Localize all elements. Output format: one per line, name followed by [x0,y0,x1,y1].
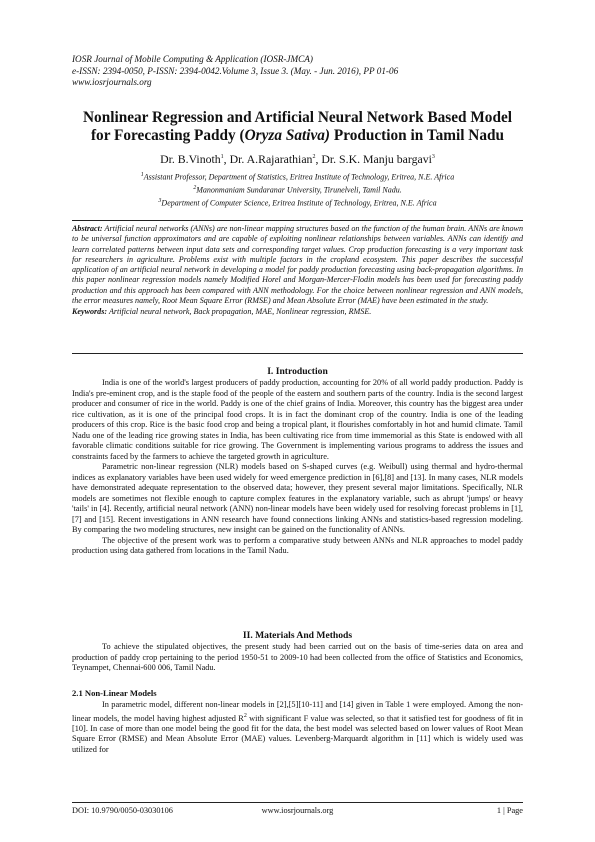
footer-page: 1 | Page [496,806,523,815]
page-footer [72,802,523,815]
abstract-label: Abstract: [72,224,103,233]
intro-paragraph-2: Parametric non-linear regression (NLR) models based on S-shaped curves (e.g. Weibull) using thermal and hydro-thermal indices as explanatory variables have been used widely for weed emergence prediction in [6],[8] and [13]. In many cases, NLR models have demonstrated adequate representation to the observed data; however, they present several major limitations. Specifically, NLR models are sometimes not flexible enough to capture complex features in the explanatory variable, such as abrupt 'jumps' or heavy 'tails' in [4]. Recently, artificial neural network (ANN) non-linear models have been widely used for resolving forecast problems in [1],[7] and [15]. Recent investigations in ANN research have found connections linking ANNs and statistics-based regression modeling. By comparing the two modeling structures, new insight can be gained on the functionality of ANNs. [72,462,523,534]
abstract-text: Artificial neural networks (ANNs) are non-linear mapping structures based on the function of the human brain. ANNs are known to be universal function approximators and are capable of exploiting nonlinear relationships between variables. ANNs can identify and learn correlated patterns between input data sets and corresponding target values. Crop production forecasting is a very important task for researchers in agriculture. Problems exist with multiple factors in the cropland ecosystem. This paper describes the successful application of an artificial neural network in developing a model for paddy production forecasting using back-propagation algorithms. In this paper nonlinear regression models namely Modified Horel and Morgan-Mercer-Flodin models has been used for forecasting paddy production and this approach has been compared with ANN methodology. For the choice between nonlinear regression and ANN models, the error measures namely, Root Mean Square Error (RMSE) and Mean Absolute Error (MAE) have been estimated in the study. [72,224,523,306]
intro-paragraph-3: The objective of the present work was to perform a comparative study between ANNs and NLR approaches to model paddy production using data gathered from locations in the Tamil Nadu. [72,535,523,555]
methods-body [72,642,523,674]
affiliation-2-text: Manonmaniam Sundaranar University, Tirunelveli, Tamil Nadu. [196,185,402,195]
paper-title [72,109,523,145]
affiliation-1-text: Assistant Professor, Department of Statistics, Eritrea Institute of Technology, Eritrea, N.E. Africa [143,172,455,182]
subsection-heading: 2.1 Non-Linear Models [72,688,157,698]
title-line-2-pre: for Forecasting Paddy ( [90,127,245,144]
abstract-paragraph [72,224,523,306]
methods-paragraph-2-a: In parametric model, different non-linear models in [2],[5][10-11] and [14] given in Table 1 were employed. Among the non-linear models, the model having highest adjusted R [72,700,523,723]
author-1-sup: 1 [220,154,224,161]
abstract-box [72,220,523,354]
footer-doi: DOI: 10.9790/0050-03030106 [72,806,173,815]
keywords-label: Keywords: [72,307,108,317]
title-line-2-italic: Oryza Sativa) [244,127,331,144]
methods-paragraph-2 [72,700,523,755]
journal-issn: e-ISSN: 2394-0050, P-ISSN: 2394-0042.Volume 3, Issue 3. (May. - Jun. 2016), PP 01-06 [72,65,399,76]
affiliation-2 [72,183,523,196]
authors [72,152,523,167]
methods-paragraph-1: To achieve the stipulated objectives, the present study had been carried out on the basis of time-series data on area and production of paddy crop pertaining to the period 1950-51 to 2009-10 had been collected from the office of Statistics and Economics, Teynampet, Chennai-600 006, Tamil Nadu. [72,642,523,672]
intro-body [72,378,523,557]
keywords-paragraph [72,307,523,317]
affiliation-2-sup: 2 [193,184,197,191]
affiliation-3-sup: 3 [158,197,162,204]
keywords-text: Artificial neural network, Back propagation, MAE, Nonlinear regression, RMSE. [107,307,372,317]
title-line-2 [72,127,523,145]
author-1: Dr. B.Vinoth [160,152,221,166]
journal-website: www.iosrjournals.org [72,77,152,88]
affiliation-1 [72,170,523,183]
intro-paragraph-1: India is one of the world's largest producers of paddy production, accounting for 20% of all world paddy production. Paddy is India's pre-eminent crop, and is the staple food of the people of the eastern and southern parts of the country. India is the second largest producer and consumer of rice in the world. Paddy is one of the chief grains of India. Moreover, this country has the biggest area under rice cultivation, as it is one of the principal food crops. It is in fact the dominant crop of the country. India is one of the leading producers of this crop. Rice is the basic food crop and being a tropical plant, it flourishes comfortably in hot and humid climate. Tamil Nadu one of the leading rice growing states in India, has been cultivating rice from time immemorial as this State is endowed with all favorable climatic conditions suitable for rice growing. The Government is implementing various programs to address the issues and constraints faced by the farmers to achieve the targeted growth in agriculture. [72,378,523,461]
footer-site: www.iosrjournals.org [261,806,334,815]
methods-paragraph-2-b: with significant F value was selected, so that it satisfied test for goodness of fit in [10]. In case of more than one model being the good fit for the data, the best model was selected based on lower values of Root Mean Square Error (RMSE) and Mean Absolute Error (MAE) values. Levenberg-Marquardt algorithm in [11] which is widely used was utilized for [72,713,523,754]
affiliation-3-text: Department of Computer Science, Eritrea Institute of Technology, Eritrea, N.E. Africa [161,198,437,208]
intro-heading: I. Introduction [267,366,328,377]
journal-name: IOSR Journal of Mobile Computing & Application (IOSR-JMCA) [72,54,313,64]
affiliation-3 [72,196,523,209]
author-3-sup: 3 [431,154,435,161]
methods-body-2 [72,700,523,755]
title-line-2-post: Production in Tamil Nadu [330,127,505,144]
affiliation-1-sup: 1 [140,172,144,178]
r-squared-sup: 2 [243,712,247,719]
methods-heading: II. Materials And Methods [242,630,353,641]
author-2-sup: 2 [312,154,316,161]
affiliations [72,170,523,209]
author-3: , Dr. S.K. Manju bargavi [315,152,432,166]
author-2: , Dr. A.Rajarathian [223,152,313,166]
journal-header [72,54,523,89]
title-line-1: Nonlinear Regression and Artificial Neural Network Based Model [83,109,512,126]
